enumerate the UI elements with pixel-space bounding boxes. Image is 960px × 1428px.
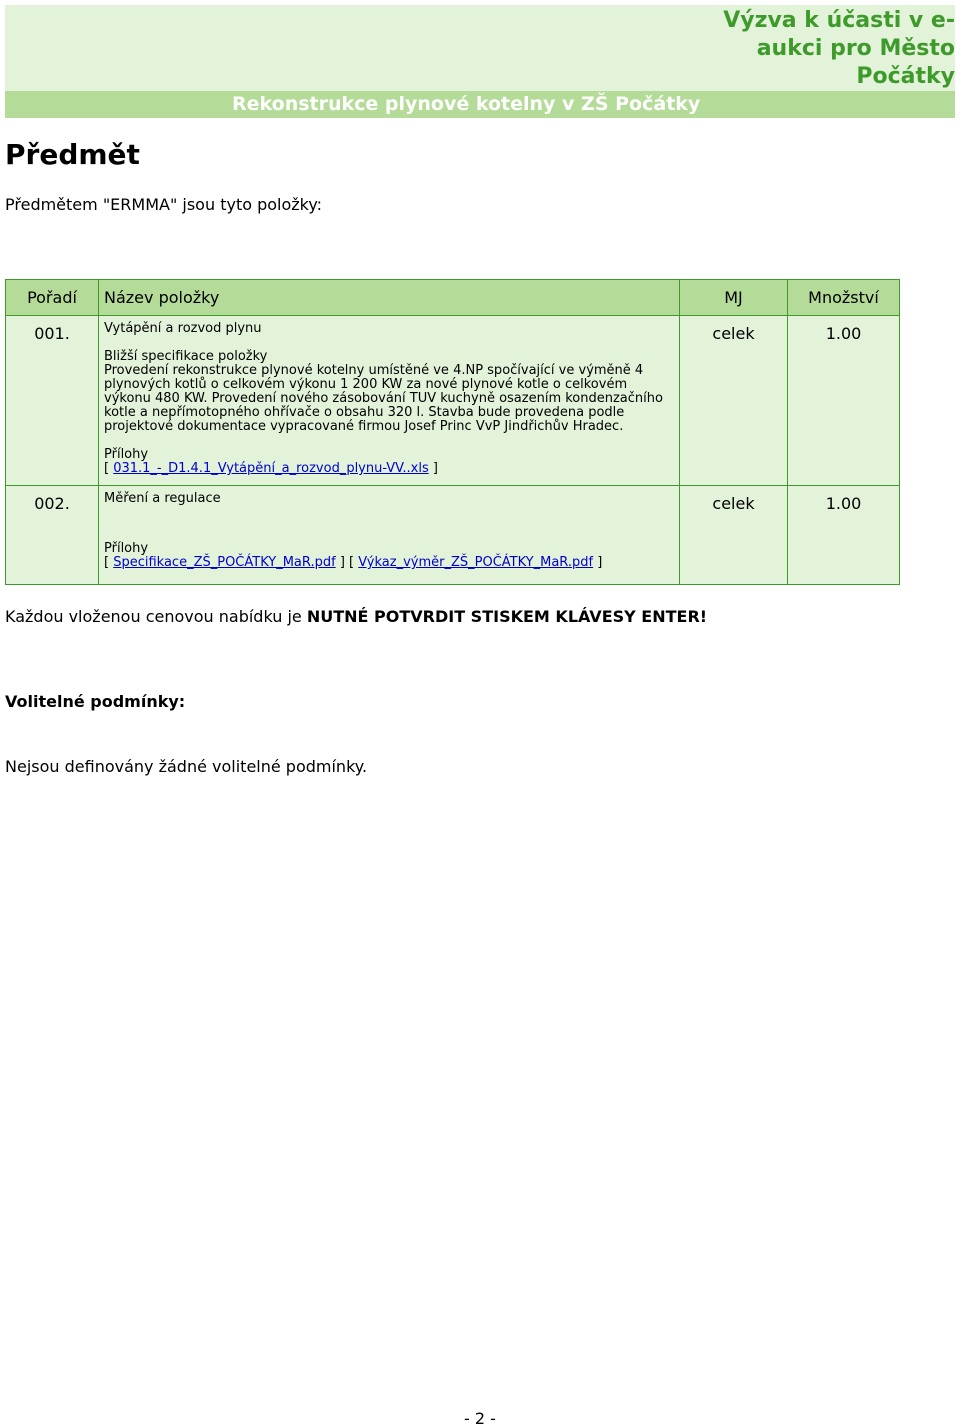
page-number: - 2 - <box>464 1409 496 1428</box>
table-header-row <box>6 280 900 316</box>
section-intro: Předmětem "ERMMA" jsou tyto položky: <box>5 195 323 214</box>
row-unit: celek <box>680 316 788 486</box>
optional-conditions-text: Nejsou definovány žádné volitelné podmínky. <box>5 757 368 776</box>
auction-subtitle: Rekonstrukce plynové kotelny v ZŠ Počátky <box>232 93 701 115</box>
bracket-close: ] <box>335 555 345 570</box>
attachments-list <box>104 462 674 476</box>
optional-conditions-title: Volitelné podmínky: <box>5 692 186 711</box>
row-quantity: 1.00 <box>788 316 900 486</box>
bracket-open: [ <box>104 461 114 476</box>
notice-emphasis: NUTNÉ POTVRDIT STISKEM KLÁVESY ENTER! <box>306 607 708 626</box>
attachment-link[interactable]: Specifikace_ZŠ_POČÁTKY_MaR.pdf <box>113 555 336 570</box>
items-table <box>5 279 900 585</box>
bracket-close: ] <box>593 555 603 570</box>
spec-text: Provedení rekonstrukce plynové kotelny umístěné ve 4.NP spočívající ve výměně 4 plynových kotlů o celkovém výkonu 1 200 KW za nové plynové kotle o celkovém výkonu 480 KW. Provedení nového zásobování TUV kuchyně osazením kondenzačního kotle a nepřímotopného ohřívače o obsahu 320 l. Stavba bude provedena podle projektové dokumentace vypracované firmou Josef Princ VvP Jindřichův Hradec. <box>104 363 663 434</box>
attachments-list <box>104 556 674 570</box>
item-title: Vytápění a rozvod plynu <box>104 321 262 336</box>
bracket-close: ] <box>428 461 438 476</box>
row-order: 001. <box>6 316 99 486</box>
header-unit: MJ <box>680 280 788 316</box>
header-name: Název položky <box>99 280 680 316</box>
bracket-open: [ <box>349 555 359 570</box>
table-row <box>6 486 900 585</box>
row-order: 002. <box>6 486 99 585</box>
attachments-label: Přílohy <box>104 447 149 462</box>
attachments-label: Přílohy <box>104 541 149 556</box>
spec-label: Bližší specifikace položky <box>104 349 268 364</box>
section-title: Předmět <box>5 138 140 171</box>
table-row <box>6 316 900 486</box>
header-order: Pořadí <box>6 280 99 316</box>
bracket-open: [ <box>104 555 114 570</box>
attachment-link[interactable]: 031.1_-_D1.4.1_Vytápění_a_rozvod_plynu-VV..xls <box>113 461 429 476</box>
row-name-cell <box>99 316 680 486</box>
row-quantity: 1.00 <box>788 486 900 585</box>
document-title: Výzva k účasti v e-aukci pro Město Počátky <box>723 8 955 89</box>
row-unit: celek <box>680 486 788 585</box>
header-quantity: Množství <box>788 280 900 316</box>
item-title: Měření a regulace <box>104 491 221 506</box>
attachment-link[interactable]: Výkaz_výměr_ZŠ_POČÁTKY_MaR.pdf <box>358 555 594 570</box>
header-banner <box>5 5 955 118</box>
notice-prefix: Každou vloženou cenovou nabídku je <box>5 607 307 626</box>
enter-notice <box>5 607 707 626</box>
row-name-cell <box>99 486 680 585</box>
